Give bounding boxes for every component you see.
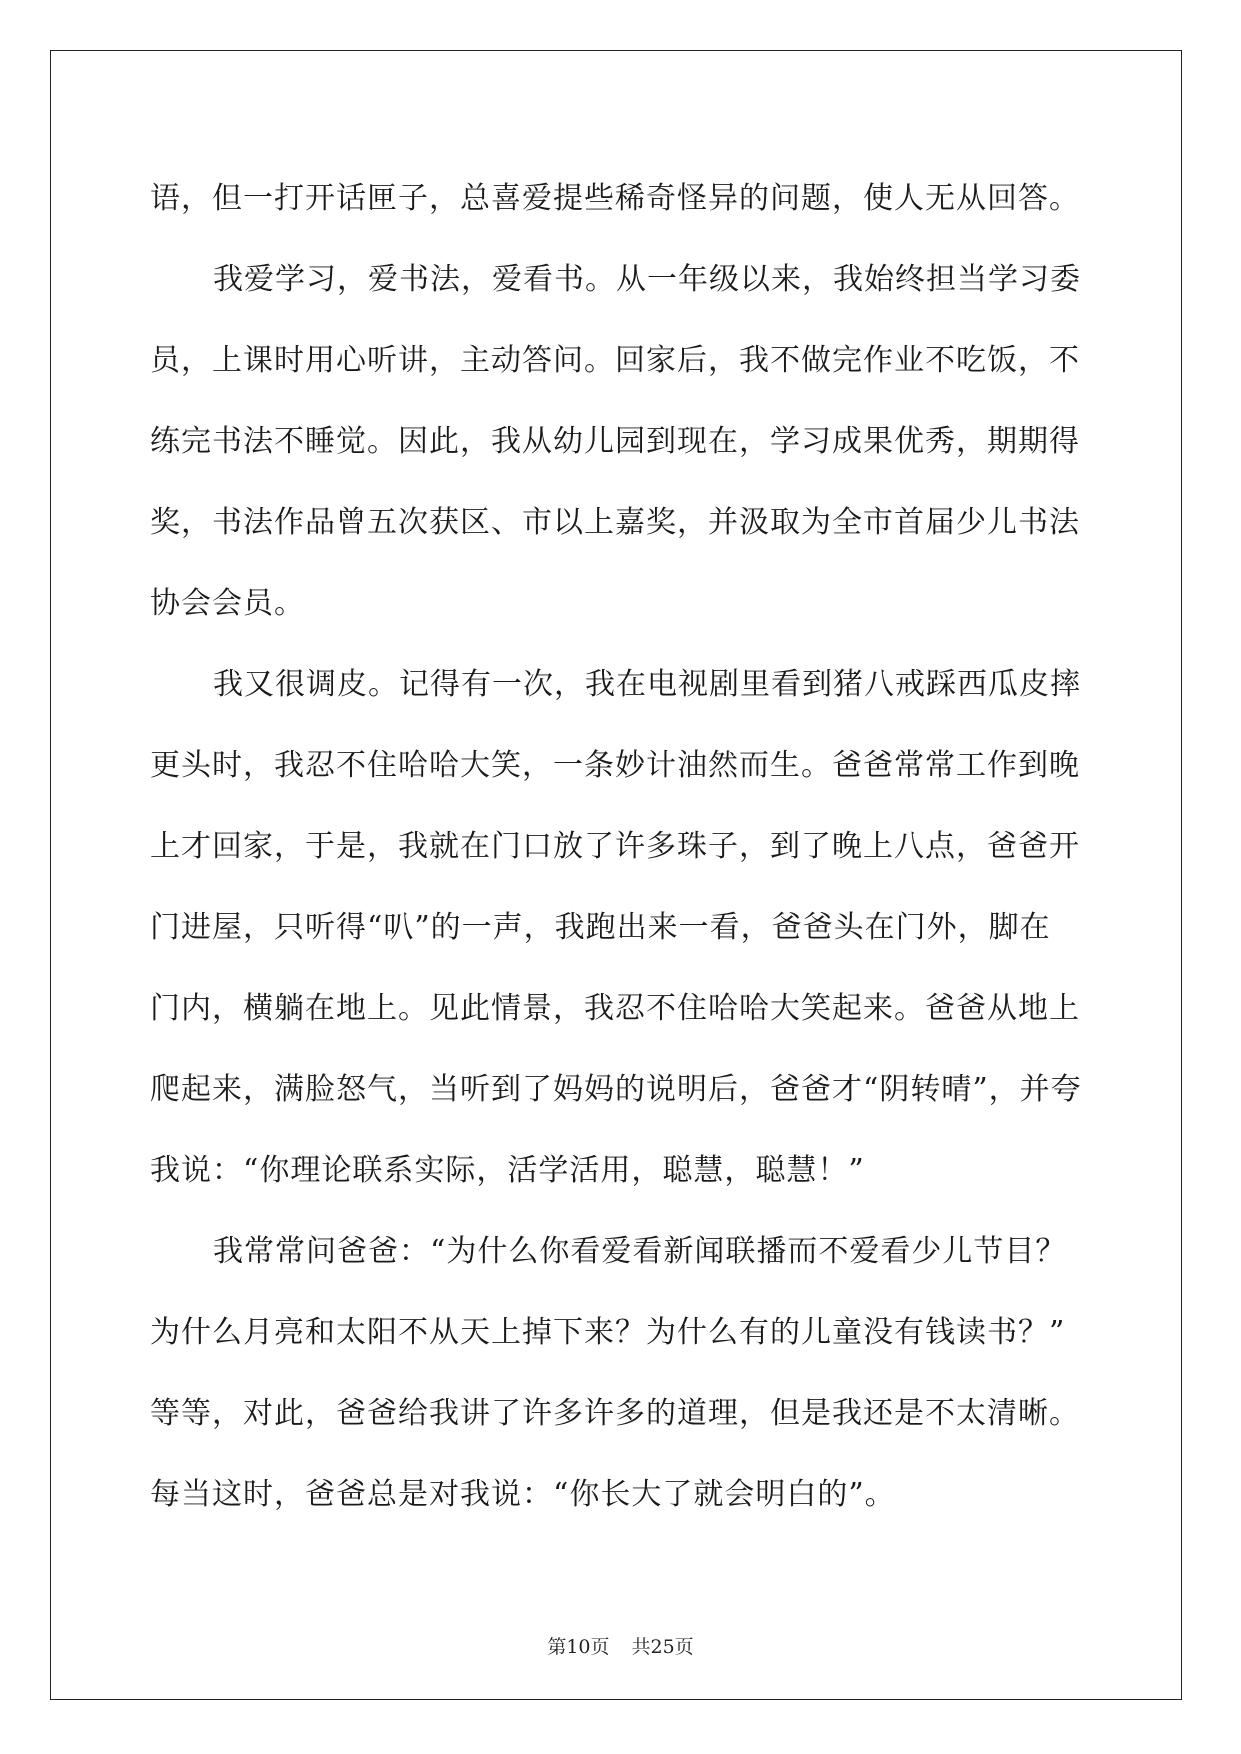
text-line: 等等，对此，爸爸给我讲了许多许多的道理，但是我还是不太清晰。 bbox=[150, 1396, 1080, 1431]
text-line: 我说：“你理论联系实际，活学活用，聪慧，聪慧！” bbox=[150, 1153, 865, 1188]
text-line: 练完书法不睡觉。因此，我从幼儿园到现在，学习成果优秀，期期得 bbox=[150, 424, 1080, 459]
text-line: 我又很调皮。记得有一次，我在电视剧里看到猪八戒踩西瓜皮摔 bbox=[213, 667, 1081, 702]
text-line: 我爱学习，爱书法，爱看书。从一年级以来，我始终担当学习委 bbox=[213, 262, 1081, 297]
text-line: 奖，书法作品曾五次获区、市以上嘉奖，并汲取为全市首届少儿书法 bbox=[150, 505, 1080, 540]
page-footer bbox=[0, 1632, 1241, 1659]
text-line: 员，上课时用心听讲，主动答问。回家后，我不做完作业不吃饭，不 bbox=[150, 343, 1080, 378]
text-line: 上才回家，于是，我就在门口放了许多珠子，到了晚上八点，爸爸开 bbox=[150, 829, 1080, 864]
page-number-current: 第10页 bbox=[547, 1636, 610, 1658]
document-body bbox=[150, 158, 1092, 1535]
text-line: 为什么月亮和太阳不从天上掉下来？为什么有的儿童没有钱读书？” bbox=[150, 1315, 1066, 1350]
text-line: 每当这时，爸爸总是对我说：“你长大了就会明白的”。 bbox=[150, 1477, 896, 1512]
text-line: 协会会员。 bbox=[150, 586, 305, 621]
text-line: 语，但一打开话匣子，总喜爱提些稀奇怪异的问题，使人无从回答。 bbox=[150, 181, 1080, 216]
text-line: 爬起来，满脸怒气，当听到了妈妈的说明后，爸爸才“阴转晴”，并夸 bbox=[150, 1072, 1082, 1107]
text-line: 门内，横躺在地上。见此情景，我忍不住哈哈大笑起来。爸爸从地上 bbox=[150, 991, 1080, 1026]
page-number-total: 共25页 bbox=[631, 1636, 694, 1658]
text-line: 门进屋，只听得“叭”的一声，我跑出来一看，爸爸头在门外，脚在 bbox=[150, 910, 1051, 945]
text-line: 我常常问爸爸：“为什么你看爱看新闻联播而不爱看少儿节目？ bbox=[213, 1234, 1067, 1269]
text-line: 更头时，我忍不住哈哈大笑，一条妙计油然而生。爸爸常常工作到晚 bbox=[150, 748, 1080, 783]
